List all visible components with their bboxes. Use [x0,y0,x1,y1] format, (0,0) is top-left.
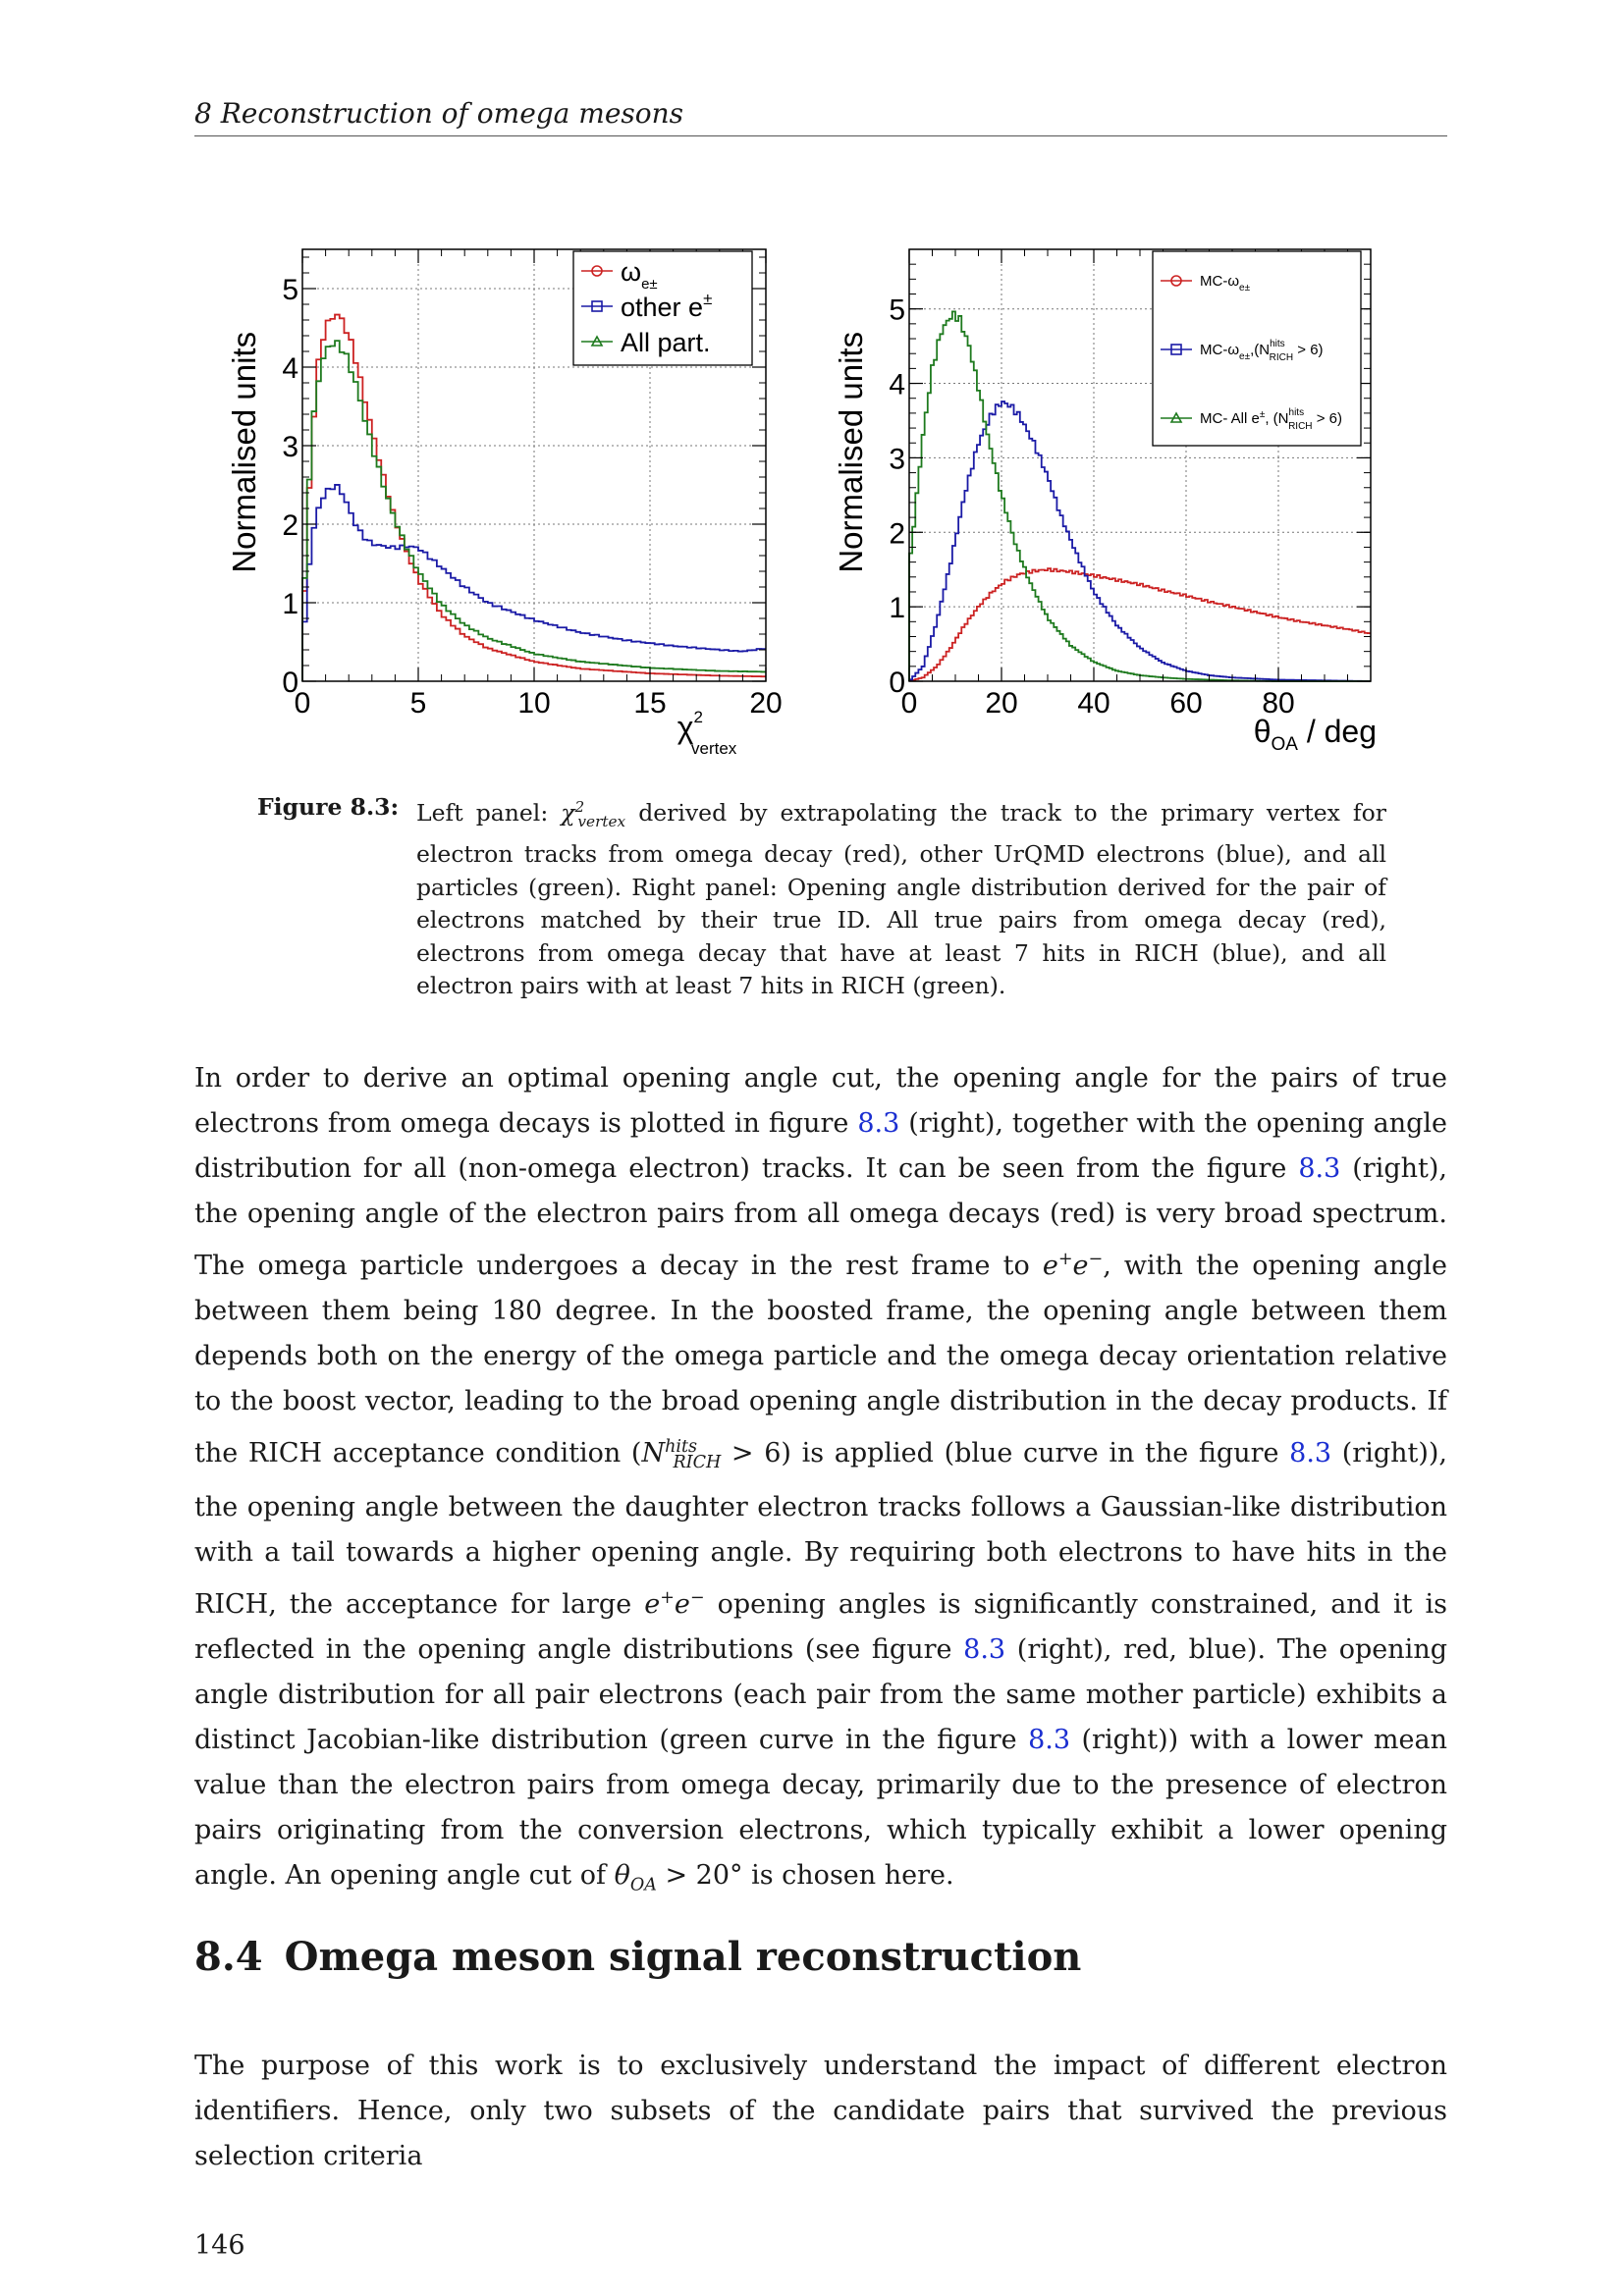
legend-label-main: other e [621,293,704,322]
math-e: e [1042,1251,1058,1281]
legend-label-sub: e± [1239,283,1251,294]
chi-base: χ [561,798,575,827]
chi-symbol [561,798,626,830]
caption-body [416,791,1386,1003]
legend-label-suffix-end: > 6) [1293,342,1324,358]
series-line [302,485,766,681]
section-title: Omega meson signal reconstruction [284,1934,1082,1980]
x-tick-label: 0 [294,687,311,720]
caption-text: derived by extrapolating the track to the primary vertex for electron tracks from omega decay (red), other UrQMD electrons (blue), and all particles (green). Right panel: Opening angle distribution derived for the pair of electrons matched by their true ID. All true pairs from omega decay (red), electrons from omega decay that have at least 7 hits in RICH (blue), and all electron pairs with at least 7 hits in RICH (green). [416,798,1386,1000]
y-tick-label: 2 [889,517,905,551]
caption-text: Left panel: [416,798,562,827]
legend-label-suffix-sup: hits [1288,407,1305,418]
legend-label-main: ω [621,257,642,287]
y-axis-label: Normalised units [226,331,262,573]
y-axis-label: Normalised units [833,331,869,573]
legend-label [621,328,711,357]
y-tick-label: 1 [889,592,905,625]
legend-label-main: MC-ω [1200,273,1240,290]
text-run: , with the opening angle between them being 180 degree. In the boosted frame, the opening angle between them depends both on the energy of the omega particle and the omega decay orientation relative to the boost vector, leading to the broad opening angle distribution in the decay products. If the RICH acceptance condition ( [194,1251,1447,1468]
x-tick-label: 20 [749,687,783,720]
legend-label-main: All part. [621,328,711,357]
caption-label: Figure 8.3: [257,793,400,821]
math-minus: − [689,1588,705,1609]
legend-label-suffix-sub: RICH [1269,352,1294,363]
section-number: 8.4 [194,1934,263,1980]
math-n-hits [641,1437,722,1473]
legend-label-suffix-end: > 6) [1312,410,1342,427]
x-tick-label: 40 [1077,687,1110,720]
legend [1153,251,1361,446]
legend-label-sup: ± [1259,409,1266,420]
series-layer [302,315,766,681]
figure-ref-link[interactable]: 8.3 [857,1108,900,1139]
legend-label-main: MC- All e [1200,410,1260,427]
text-run: (right)) with a lower mean value than the electron pairs from omega decay, primarily due to the presence of electron pairs originating from the conversion electrons, which typically exhibit a lower opening angle. An opening angle cut of [194,1725,1448,1892]
y-tick-label: 4 [282,352,298,385]
text-run: > 6) is applied (blue curve in the figure [721,1438,1290,1468]
x-axis-label-sub: OA [1271,734,1298,755]
text-run: (right), the opening angle of the electron pairs from all omega decays (red) is very broad spectrum. The omega particle undergoes a decay in the rest frame to [194,1153,1447,1281]
math-plus: + [1057,1250,1073,1269]
math-n: N [641,1438,666,1468]
text-run: opening angles is significantly constrained, and it is reflected in the opening angle distributions (see figure [194,1589,1448,1666]
figure-8-3 [194,236,1447,766]
y-tick-label: 5 [889,294,905,327]
left-chart [194,236,793,766]
right-chart [819,236,1447,766]
running-title: 8 Reconstruction of omega mesons [194,97,684,130]
series-line [302,315,766,681]
y-tick-label: 0 [889,667,905,699]
legend-label-suffix-sup: hits [1270,339,1285,349]
legend-label-main: MC-ω [1200,342,1240,358]
math-minus: − [1088,1250,1104,1269]
series-line [909,568,1371,681]
x-tick-label: 10 [517,687,551,720]
legend-label-sub: e± [641,276,658,293]
text-run: The purpose of this work is to exclusively understand the impact of different electron identifiers. Hence, only two subsets of the candidate pairs that survived the previous selection criteria [194,2051,1447,2171]
math-n-sup: hits [665,1437,698,1457]
chi-sup: 2 [574,798,585,816]
x-axis-label-main: χ [677,710,694,745]
x-tick-label: 5 [409,687,427,720]
section-heading [194,1930,1081,1985]
legend [573,251,752,365]
x-axis-label-sub: vertex [690,739,737,758]
y-tick-label: 3 [282,431,298,463]
y-tick-label: 2 [282,509,298,542]
figure-ref-link[interactable]: 8.3 [1028,1725,1071,1756]
figure-caption [257,791,1386,1003]
legend-label-suffix-sub: RICH [1288,421,1313,432]
x-tick-label: 20 [985,687,1018,720]
legend-label-suffix: ,(N [1250,342,1271,358]
math-e: e [1072,1251,1089,1281]
x-tick-label: 15 [633,687,667,720]
chi-sub: vertex [577,812,626,830]
x-tick-label: 0 [900,687,918,720]
math-e: e [644,1589,661,1621]
x-axis-label-sup: 2 [693,708,703,726]
y-tick-label: 3 [889,443,905,476]
y-tick-label: 5 [282,274,298,306]
y-tick-label: 1 [282,588,298,620]
math-e-pair [644,1589,704,1620]
text-run: (right)), the opening angle between the daughter electron tracks follows a Gaussian-like distribution with a tail towards a higher opening angle. By requiring both electrons to have hits in the RICH, the acceptance for large [194,1438,1447,1621]
left-panel [194,236,793,766]
paragraph-opening-angle [194,1056,1447,1908]
math-e: e [674,1589,690,1621]
text-run: > 20° is chosen here. [656,1860,954,1892]
legend-label-suffix: , (N [1265,410,1289,427]
legend-label-sup: ± [703,290,713,308]
text-run: (right), red, blue). The opening angle distribution for all pair electrons (each pair from the same mother particle) exhibits a distinct Jacobian-like distribution (green curve in the figure [194,1634,1447,1756]
text-run: In order to derive an optimal opening angle cut, the opening angle for the pairs of true electrons from omega decays is plotted in figure [194,1063,1447,1139]
math-plus: + [660,1588,675,1609]
x-tick-label: 60 [1169,687,1203,720]
figure-ref-link[interactable]: 8.3 [1289,1438,1332,1468]
x-axis-label-suffix: / deg [1297,714,1377,749]
paragraph-signal-reconstruction [194,2044,1447,2179]
right-panel [819,236,1447,766]
x-axis-label [1254,714,1377,755]
math-e-pair [1043,1251,1103,1281]
legend-label [621,290,712,322]
y-tick-label: 4 [889,368,905,401]
figure-ref-link[interactable]: 8.3 [1298,1153,1341,1184]
x-axis-label-main: θ [1253,714,1272,749]
text-run: (right), together with the opening angle distribution for all (non-omega electron) tracks. It can be seen from the figure [194,1108,1447,1184]
page-number: 146 [194,2230,245,2261]
running-head [194,94,1447,136]
figure-ref-link[interactable]: 8.3 [963,1634,1006,1666]
math-theta-sub: OA [629,1875,657,1896]
math-n-sub: RICH [673,1453,722,1473]
x-axis-label [677,708,737,758]
x-tick-label: 80 [1262,687,1295,720]
legend-label-sub: e± [1239,351,1251,362]
y-tick-label: 0 [282,667,298,699]
math-theta-oa [614,1860,657,1896]
math-theta: θ [614,1860,630,1892]
